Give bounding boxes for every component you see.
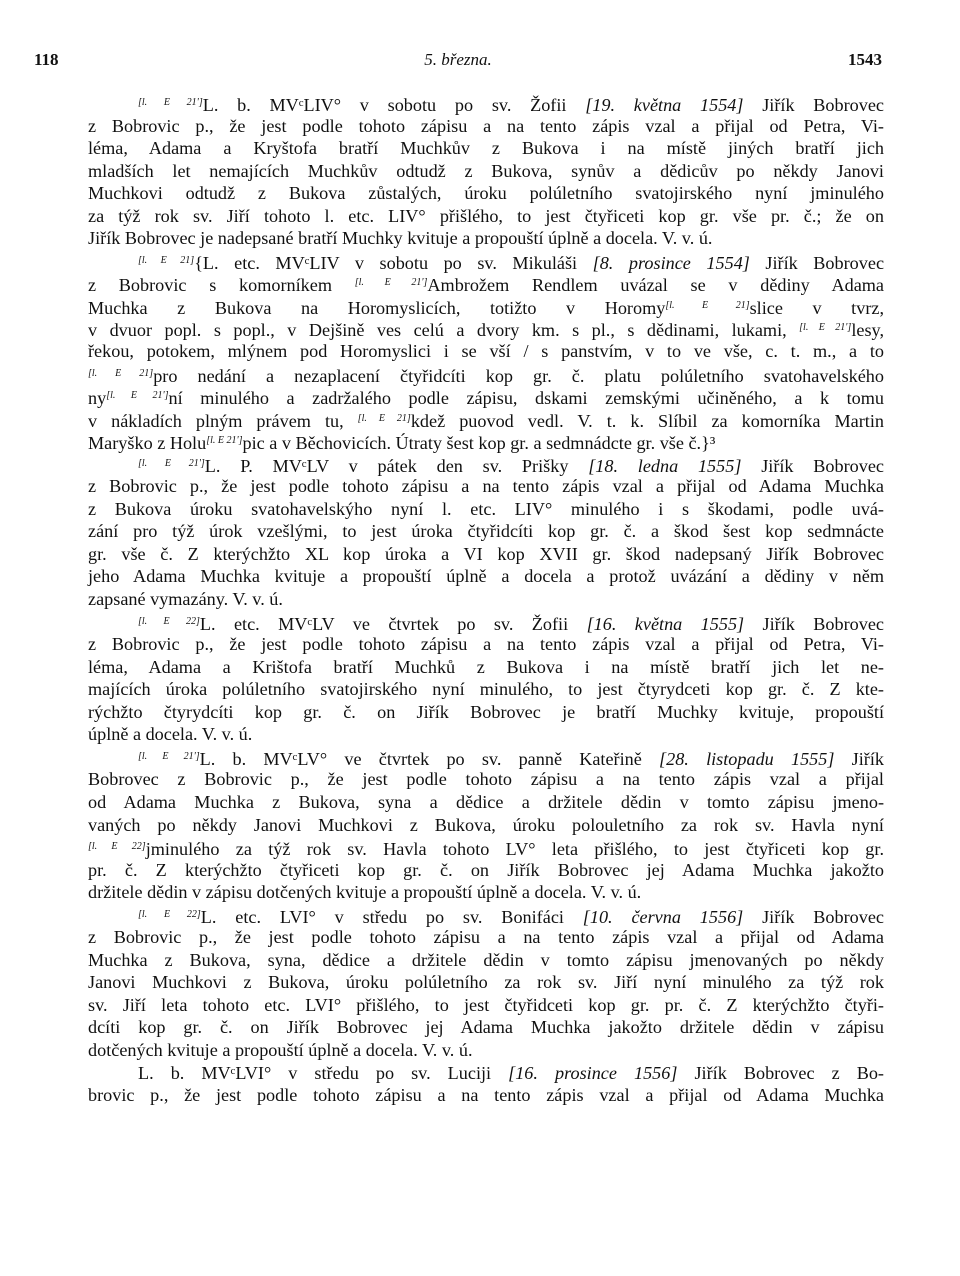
text-line: [88, 115, 884, 138]
folio-reference: [l. E 21]: [138, 254, 195, 266]
text-line: [88, 633, 884, 656]
line-text: řekou, potokem, mlýnem pod Horomyslici i se vší / s panstvím, v to ve vše, c. t. m., a to: [88, 341, 884, 362]
line-text: léma, Adama a Kryštofa bratří Muchkův z Bukova i na místě jiných bratří jich: [88, 138, 884, 159]
text-line: [88, 1016, 884, 1039]
line-text: zapsané vymazány. V. v. ú.: [88, 589, 283, 610]
text-line: [88, 272, 884, 295]
line-text: z Bukova úroku svatohavelskýho nyní l. etc. LIV° minulého i s škodami, podle uvá-: [88, 498, 884, 519]
line-text: Ambrožem Rendlem uvázal se v dědiny Adama: [427, 275, 884, 296]
line-text: Muchkovi odtudž z Bukova zůstalých, úroku polúletního svatojirského nyní jminulého: [88, 183, 884, 204]
folio-reference: [l. E 21']: [138, 457, 205, 469]
text-line: [88, 904, 884, 927]
line-text: zání pro týž úrok vzešlými, to jest úroka čtyřidcíti kop gr. č. a škod šest kop sedmnácte: [88, 521, 884, 542]
line-text: ny: [88, 388, 107, 409]
folio-reference: [l. E 21']: [138, 97, 203, 108]
line-text: Bobrovec z Bobrovic p., že jest podle tohoto zápisu a na tento zápis vzal a přijal: [88, 769, 884, 790]
text-line: [88, 814, 884, 837]
line-text: rýchžto čtyrydcíti kop gr. č. on Jiřík Bobrovec je bratří Muchky kvituje, propouští: [88, 701, 884, 722]
text-line: [88, 317, 884, 340]
line-text: gr. vše č. Z kterýchžto XL kop úroka a VI kop XVII gr. škod nadepsaný Jiřík Bobrovec: [88, 543, 884, 564]
text-line: [88, 1084, 884, 1107]
text-line: [88, 543, 884, 566]
line-text: Jiřík Bobrovec z Bo-: [677, 1062, 884, 1083]
line-text: z Bobrovic p., že jest podle tohoto zápisu a na tento zápis vzal a přijal od Petra, Vi-: [88, 115, 884, 136]
line-text: v dvuor popl. s popl., v Dejšině ves celú a dvory km. s pl., s dědinami, lukami,: [88, 320, 800, 341]
text-line: [88, 723, 884, 746]
line-text: Jiřík Bobrovec: [743, 906, 884, 927]
text-line: [88, 295, 884, 318]
text-line: [88, 160, 884, 183]
line-text: dotčených kvituje a propouští úplně a docela. V. v. ú.: [88, 1039, 473, 1060]
folio-reference: [l. E 22]: [138, 908, 201, 920]
line-text: léma, Adama a Krištofa bratří Muchků z Bukova i na místě bratří jich let ne-: [88, 656, 884, 677]
line-text: pr. č. Z kterýchžto čtyřiceti kop gr. č. on Jiřík Bobrovec jej Adama Muchka jakožto: [88, 859, 884, 880]
text-line: [88, 430, 884, 453]
line-text: Muchka z Bukova na Horomyslicích, totižto v Horomy: [88, 297, 666, 318]
text-line: [88, 836, 884, 859]
line-text: L. b. MVᶜLVI° v středu po sv. Luciji: [138, 1062, 509, 1083]
line-text: brovic p., že jest podle tohoto zápisu a na tento zápis vzal a přijal od Adama Muchka: [88, 1085, 884, 1106]
text-line: [88, 971, 884, 994]
line-text: L. etc. MVᶜLV ve čtvrtek po sv. Žofii: [199, 613, 587, 634]
line-text: L. b. MVᶜLIV° v sobotu po sv. Žofii: [202, 95, 586, 115]
text-line: [88, 475, 884, 498]
line-text: Jiřík Bobrovec: [744, 613, 885, 634]
line-text: Muchka z Bukova, syna, dědice a držitele dědin v tomto zápisu jmenovaných po někdy: [88, 949, 884, 970]
text-line: [88, 453, 884, 476]
page-number: 118: [34, 50, 59, 69]
text-line: [88, 137, 884, 160]
text-line: [88, 791, 884, 814]
document-body: [88, 92, 884, 1107]
line-text: kdež puovod vedl. V. t. k. Slíbil za komorníka Martin: [410, 410, 884, 431]
editorial-date: [16. prosince 1556]: [508, 1062, 678, 1083]
editorial-date: [28. listopadu 1555]: [659, 748, 835, 769]
text-line: [88, 1062, 884, 1085]
line-text: od Adama Muchka z Bukova, syna a dědice a držitele dědin v tomto zápisu jmeno-: [88, 791, 884, 812]
line-text: L. b. MVᶜLV° ve čtvrtek po sv. panně Kateřině: [199, 748, 660, 769]
line-text: z Bobrovic p., že jest podle tohoto zápisu a na tento zápis vzal a přijal od Petra, Vi-: [88, 634, 884, 655]
text-line: [88, 611, 884, 634]
line-text: za týž rok sv. Jiří tohoto l. etc. LIV° přišlého, to jest čtyřiceti kop gr. vše pr. č.; že on: [88, 205, 884, 226]
text-line: [88, 385, 884, 408]
line-text: pic a v Běchovicích. Útraty šest kop gr. a sedmnádcte gr. vše č.}³: [242, 433, 716, 454]
line-text: Janovi Muchkovi z Bukova, úroku polúletního za rok sv. Jiří nyní minulého za týž rok: [88, 972, 884, 993]
line-text: z Bobrovic p., že jest podle tohoto zápisu a na tento zápis vzal a přijal od Adama: [88, 927, 884, 948]
line-text: slice v tvrz,: [749, 297, 885, 318]
line-text: ní minulého a zadržalého podle zápisu, dskami zemskými učiněného, a k tomu: [168, 388, 884, 409]
text-line: [88, 498, 884, 521]
text-line: [88, 250, 884, 273]
folio-reference: [l. E 22]: [88, 841, 146, 853]
line-text: z Bobrovic p., že jest podle tohoto zápisu a na tento zápis vzal a přijal od Adama Muchka: [88, 476, 884, 497]
line-text: vaných po někdy Janovi Muchkovi z Bukova, úroku polouletního za rok sv. Havla nyní: [88, 814, 884, 835]
line-text: mladších let nemajících Muchkův odtudž z Bukova, synův a dědicův po někdy Janovi: [88, 160, 884, 181]
folio-reference: [l. E 21']: [799, 322, 852, 334]
editorial-date: [16. května 1555]: [586, 613, 745, 634]
text-line: [88, 182, 884, 205]
line-text: v nákladích plným právem tu,: [88, 410, 358, 431]
text-line: [88, 565, 884, 588]
line-text: sv. Jiří leta tohoto etc. LVI° přišlého, to jest čtyřidceti kop gr. pr. č. Z kterýchžto čtyři-: [88, 994, 884, 1015]
editorial-date: [10. června 1556]: [582, 906, 744, 927]
text-line: [88, 1039, 884, 1062]
folio-reference: [l. E 21]: [357, 412, 411, 424]
line-text: jeho Adama Muchka kvituje a propouští úplně a docela a protož uvázání a dědiny v něm: [88, 566, 884, 587]
text-line: [88, 746, 884, 769]
text-line: [88, 408, 884, 431]
line-text: L. etc. LVI° v středu po sv. Bonifáci: [200, 906, 583, 927]
folio-reference: [l. E 21]: [88, 367, 154, 379]
text-line: [88, 520, 884, 543]
line-text: Jiřík Bobrovec: [743, 95, 884, 115]
line-text: {L. etc. MVᶜLIV v sobotu po sv. Mikuláši: [194, 252, 593, 273]
folio-reference: [l. E 21']: [138, 750, 200, 762]
line-text: Jiřík Bobrovec je nadepsané bratří Muchky kvituje a propouští úplně a docela. V. v. ú.: [88, 228, 713, 249]
text-line: [88, 768, 884, 791]
line-text: lesy,: [851, 320, 884, 341]
folio-reference: [l. E 21']: [206, 435, 243, 447]
line-text: Maryško z Holu: [88, 433, 207, 454]
text-line: [88, 994, 884, 1017]
text-line: [88, 949, 884, 972]
line-text: jminulého za týž rok sv. Havla tohoto LV° leta přišlého, to jest čtyřiceti kop gr.: [145, 839, 884, 860]
text-line: [88, 881, 884, 904]
line-text: Jiřík Bobrovec: [741, 455, 885, 476]
text-line: [88, 227, 884, 250]
text-line: [88, 678, 884, 701]
page-header: [34, 50, 882, 74]
text-line: [88, 363, 884, 386]
text-line: [88, 92, 884, 115]
running-title: 5. března.: [424, 50, 492, 69]
line-text: L. P. MVᶜLV v pátek den sv. Prišky: [204, 455, 589, 476]
line-text: Jiřík Bobrovec: [749, 252, 885, 273]
text-line: [88, 340, 884, 363]
text-line: [88, 588, 884, 611]
text-line: [88, 701, 884, 724]
folio-reference: [l. E 21']: [106, 390, 169, 402]
running-year: 1543: [848, 50, 882, 69]
line-text: z Bobrovic s komorníkem: [88, 275, 355, 296]
text-line: [88, 926, 884, 949]
text-line: [88, 205, 884, 228]
folio-reference: [l. E 22]: [138, 615, 200, 627]
folio-reference: [l. E 21']: [354, 277, 428, 289]
folio-reference: [l. E 21]: [665, 299, 750, 311]
line-text: majících úroka polúletního svatojirského nyní minulého, to jest čtyrydceti kop gr. č. Z kte-: [88, 679, 884, 700]
text-line: [88, 656, 884, 679]
editorial-date: [19. května 1554]: [585, 95, 744, 115]
editorial-date: [8. prosince 1554]: [592, 252, 750, 273]
line-text: úplně a docela. V. v. ú.: [88, 724, 253, 745]
text-line: [88, 859, 884, 882]
line-text: Jiřík: [834, 748, 884, 769]
line-text: držitele dědin v zápisu dotčených kvituje a propouští úplně a docela. V. v. ú.: [88, 882, 642, 903]
line-text: pro nedání a nezaplacení čtyřidcíti kop gr. č. platu polúletního svatohavelského: [153, 365, 884, 386]
line-text: dcíti kop gr. č. on Jiřík Bobrovec jej Adama Muchka jakožto držitele dědin v zápisu: [88, 1017, 884, 1038]
editorial-date: [18. ledna 1555]: [588, 455, 742, 476]
